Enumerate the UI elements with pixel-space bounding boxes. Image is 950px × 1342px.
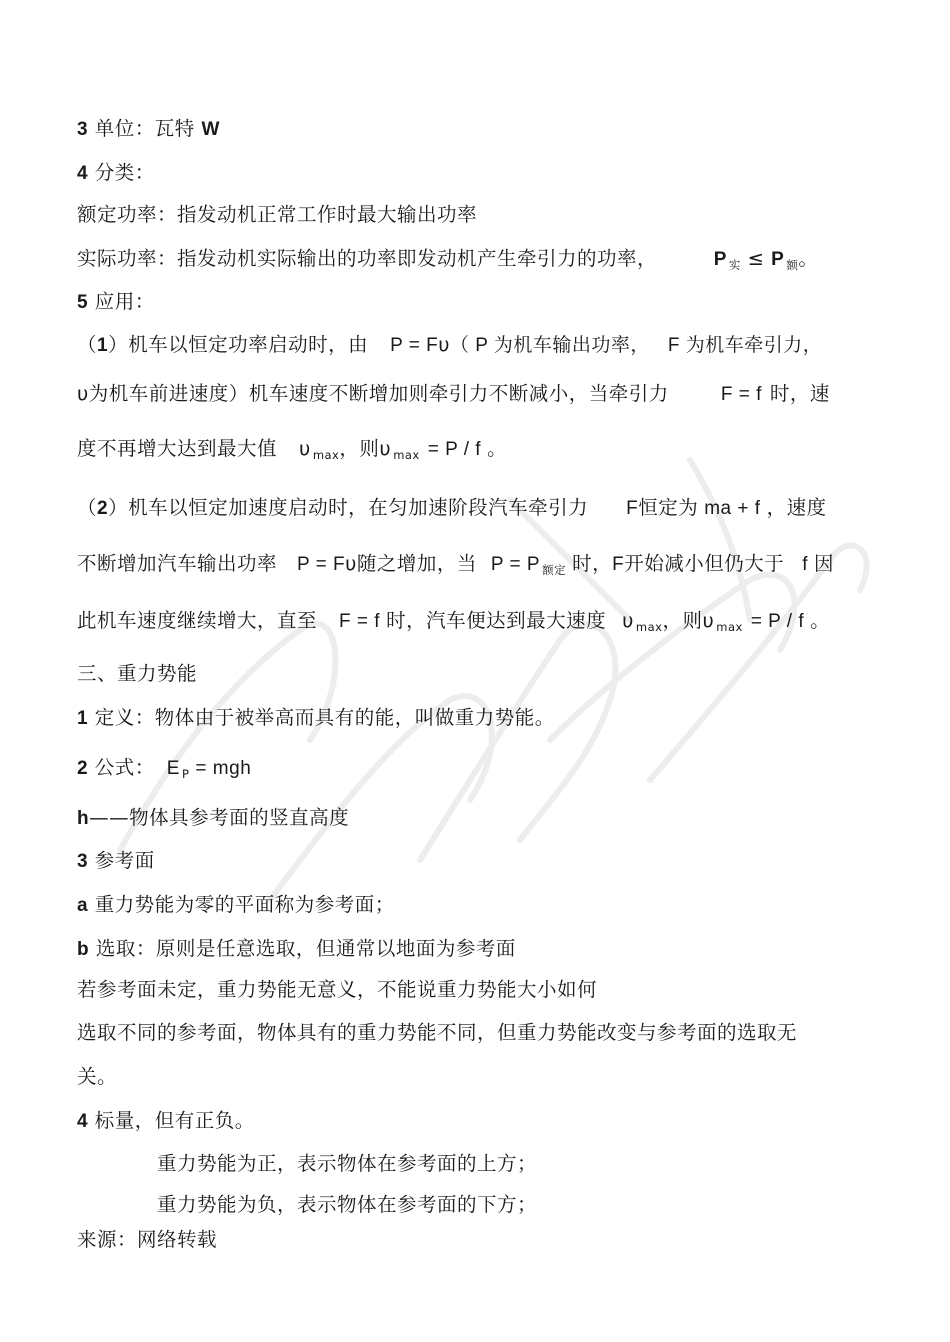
text-run: ，则 xyxy=(662,609,703,632)
velocity-symbol: υ xyxy=(299,437,311,460)
item-number: 3 xyxy=(77,851,89,872)
text-run: 因 xyxy=(814,552,835,575)
text-run: ，则 xyxy=(339,437,380,460)
text-run: 选取不同的参考面，物体具有的重力势能不同，但重力势能改变与参考面的选取无 xyxy=(77,1021,798,1044)
text-run: ）机车以恒定功率启动时，由 xyxy=(108,333,369,356)
power-subscript: 额 xyxy=(786,258,799,272)
friction-symbol: f xyxy=(802,554,808,575)
actual-power-line xyxy=(77,246,818,278)
source-line xyxy=(77,1227,217,1253)
formula: ma + f xyxy=(704,498,761,519)
rated-power-line xyxy=(77,202,477,228)
formula: = mgh xyxy=(195,758,252,779)
item-b-line xyxy=(77,936,516,963)
rated-subscript: 额定 xyxy=(542,563,567,577)
power-symbol: P xyxy=(713,249,727,270)
item-number: 1 xyxy=(97,335,109,356)
negative-line xyxy=(157,1192,537,1218)
max-subscript: max xyxy=(393,448,420,462)
actual-power-text: 实际功率：指发动机实际输出的功率即发动机产生牵引力的功率， xyxy=(77,247,658,270)
power-symbol: P xyxy=(771,249,785,270)
text-run: 随之增加，当 xyxy=(356,552,477,575)
text-run: 此机车速度继续增大，直至 xyxy=(77,609,318,632)
item-number: 4 xyxy=(77,1111,89,1132)
rated-power-text: 额定功率：指发动机正常工作时最大输出功率 xyxy=(77,203,478,226)
formula-line xyxy=(77,755,251,787)
paragraph-2-line-1 xyxy=(77,495,827,522)
period: 。 xyxy=(487,437,508,460)
text-line xyxy=(77,977,597,1003)
text-line xyxy=(77,1064,117,1090)
text-run: F 为机车牵引力， xyxy=(667,335,823,356)
text-run: 关。 xyxy=(77,1065,118,1088)
formula: F = f xyxy=(339,611,381,632)
positive-line xyxy=(157,1151,537,1177)
max-subscript: max xyxy=(312,448,340,462)
text-run: 开始减小但仍大于 xyxy=(624,552,785,575)
paren: （ xyxy=(77,333,98,356)
height-definition-line xyxy=(77,805,349,832)
max-subscript: max xyxy=(635,620,663,634)
power-subscript: 实 xyxy=(728,258,741,272)
item-number: 3 xyxy=(77,119,89,140)
text-run: 时，速 xyxy=(769,382,830,405)
text-run: 重力势能为负，表示物体在参考面的下方； xyxy=(157,1193,538,1216)
application-heading xyxy=(77,289,155,316)
text-run: 标量，但有正负。 xyxy=(94,1109,255,1132)
text-line xyxy=(77,1020,797,1046)
item-number: 4 xyxy=(77,163,89,184)
item-number: 1 xyxy=(77,708,89,729)
velocity-symbol: υ xyxy=(702,609,715,632)
item-letter: a xyxy=(77,895,89,916)
force-symbol: F xyxy=(612,554,625,575)
text-run: 恒定为 xyxy=(638,496,699,519)
item-letter: b xyxy=(77,939,90,960)
formula: = P / f xyxy=(427,439,482,460)
height-symbol: h xyxy=(77,808,90,829)
less-equal-sign: ≤ xyxy=(747,247,765,270)
definition-text: 定义：物体由于被举高而具有的能，叫做重力势能。 xyxy=(94,706,555,729)
item-number: 2 xyxy=(97,498,109,519)
text-run: 重力势能为零的平面称为参考面； xyxy=(94,893,395,916)
formula: F = f xyxy=(720,384,762,405)
scalar-line xyxy=(77,1108,255,1135)
period: 。 xyxy=(810,609,831,632)
velocity-symbol: υ xyxy=(438,333,450,356)
text-run: ，速度 xyxy=(766,496,827,519)
paragraph-2-line-3 xyxy=(77,608,830,640)
definition-line xyxy=(77,705,555,732)
text-run: 为机车前进速度）机车速度不断增加则牵引力不断减小，当牵引力 xyxy=(88,382,669,405)
text-run: 时， xyxy=(572,552,613,575)
paragraph-2-line-2 xyxy=(77,551,834,583)
unit-symbol: W xyxy=(201,119,220,140)
source-text: 来源：网络转载 xyxy=(77,1228,218,1251)
classification-text: 分类： xyxy=(94,161,155,184)
formula: P = F xyxy=(390,335,439,356)
text-run: 时，汽车便达到最大速度 xyxy=(386,609,607,632)
velocity-symbol: υ xyxy=(345,552,357,575)
energy-subscript: P xyxy=(181,767,190,781)
energy-symbol: E xyxy=(166,758,180,779)
unit-line xyxy=(77,116,220,143)
text-run: 重力势能为正，表示物体在参考面的上方； xyxy=(157,1152,538,1175)
velocity-symbol: υ xyxy=(77,382,89,405)
text-run: （ P 为机车输出功率， xyxy=(450,335,650,356)
item-number: 5 xyxy=(77,292,89,313)
text-run: 度不再增大达到最大值 xyxy=(77,437,278,460)
application-text: 应用： xyxy=(94,290,155,313)
velocity-symbol: υ xyxy=(379,437,392,460)
formula: P = P xyxy=(490,554,541,575)
period: 。 xyxy=(798,247,819,270)
item-number: 2 xyxy=(77,758,89,779)
paragraph-1-line-2 xyxy=(77,381,830,408)
text-run: 选取：原则是任意选取，但通常以地面为参考面 xyxy=(95,937,516,960)
section-heading xyxy=(77,661,197,687)
paragraph-1-line-1 xyxy=(77,332,822,359)
paragraph-1-line-3 xyxy=(77,436,507,468)
classification-heading xyxy=(77,160,155,187)
text-run: 若参考面未定，重力势能无意义，不能说重力势能大小如何 xyxy=(77,978,598,1001)
force-symbol: F xyxy=(626,498,639,519)
text-run: 参考面 xyxy=(94,849,155,872)
velocity-symbol: υ xyxy=(622,609,634,632)
text-run: 不断增加汽车输出功率 xyxy=(77,552,278,575)
formula: = P / f xyxy=(750,611,805,632)
section-title: 三、重力势能 xyxy=(77,662,198,685)
paren: （ xyxy=(77,496,98,519)
formula: P = F xyxy=(297,554,346,575)
item-a-line xyxy=(77,892,395,919)
reference-plane-heading xyxy=(77,848,155,875)
unit-text: 单位：瓦特 xyxy=(94,117,195,140)
text-run: ）机车以恒定加速度启动时，在匀加速阶段汽车牵引力 xyxy=(108,496,589,519)
text-run: 公式： xyxy=(94,756,155,779)
text-run: ——物体具参考面的竖直高度 xyxy=(89,806,350,829)
max-subscript: max xyxy=(716,620,743,634)
